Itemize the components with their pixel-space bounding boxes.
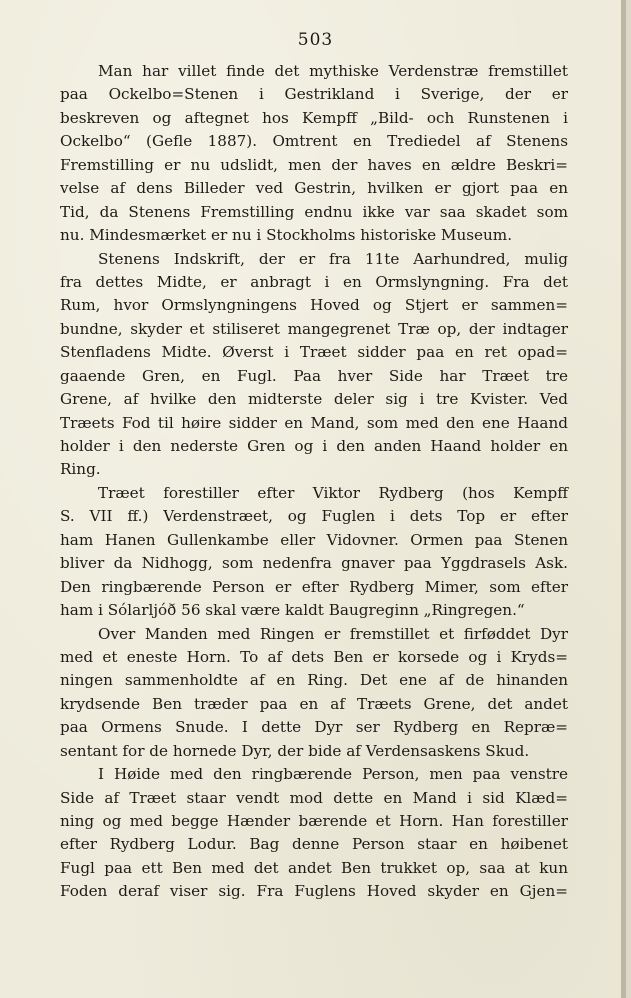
text-line: Fugl paa ett Ben med det andet Ben trukket op, saa at kun bbox=[60, 858, 568, 877]
text-line: Træets Fod til høire sidder en Mand, som med den ene Haand bbox=[60, 413, 568, 432]
text-line: I Høide med den ringbærende Person, men paa venstre bbox=[98, 765, 568, 784]
text-line: Stenfladens Midte. Øverst i Træet sidder paa en ret opad= bbox=[60, 343, 568, 362]
text-line: Over Manden med Ringen er fremstillet et firføddet Dyr bbox=[98, 624, 568, 643]
text-line: Foden deraf viser sig. Fra Fuglens Hoved skyder en Gjen= bbox=[60, 882, 568, 901]
text-line: beskreven og aftegnet hos Kempff „Bild- och Runstenen i bbox=[60, 108, 568, 127]
text-line: efter Rydberg Lodur. Bag denne Person staar en høibenet bbox=[60, 835, 568, 854]
text-line: ham i Sólarljóð 56 skal være kaldt Baugreginn „Ringregen.“ bbox=[60, 601, 525, 620]
text-line: bundne, skyder et stiliseret mangegrenet Træ op, der indtager bbox=[60, 319, 568, 338]
text-line: fra dettes Midte, er anbragt i en Ormslyngning. Fra det bbox=[60, 272, 568, 291]
text-line: Rum, hvor Ormslyngningens Hoved og Stjert er sammen= bbox=[60, 296, 568, 315]
text-line: sentant for de hornede Dyr, der bide af Verdensaskens Skud. bbox=[60, 741, 530, 760]
paragraph-3 bbox=[60, 482, 568, 623]
text-line: Grene, af hvilke den midterste deler sig i tre Kvister. Ved bbox=[60, 390, 568, 409]
text-line: ning og med begge Hænder bærende et Horn. Han forestiller bbox=[60, 812, 568, 830]
text-line: bliver da Nidhogg, som nedenfra gnaver paa Yggdrasels Ask. bbox=[60, 554, 568, 573]
paragraph-2 bbox=[60, 248, 568, 482]
text-line: nu. Mindesmærket er nu i Stockholms historiske Museum. bbox=[60, 226, 513, 245]
text-line: holder i den nederste Gren og i den anden Haand holder en bbox=[60, 437, 568, 455]
text-line: Tid, da Stenens Fremstilling endnu ikke var saa skadet som bbox=[60, 202, 568, 221]
text-line: Den ringbærende Person er efter Rydberg Mimer, som efter bbox=[60, 577, 568, 596]
text-line: med et eneste Horn. To af dets Ben er korsede og i Kryds= bbox=[60, 647, 568, 666]
paragraph-4 bbox=[60, 623, 568, 764]
text-line: Ockelbo“ (Gefle 1887). Omtrent en Trediedel af Stenens bbox=[60, 132, 568, 151]
paragraph-5 bbox=[60, 763, 568, 904]
text-line: gaaende Gren, en Fugl. Paa hver Side har Træet tre bbox=[60, 366, 568, 385]
text-line: S. VII ff.) Verdenstræet, og Fuglen i dets Top er efter bbox=[60, 507, 568, 526]
text-line: Man har villet finde det mythiske Verdenstræ fremstillet bbox=[98, 62, 568, 80]
text-line: paa Ockelbo=Stenen i Gestrikland i Sverige, der er bbox=[60, 85, 568, 104]
text-line: Ring. bbox=[60, 460, 101, 479]
text-line: krydsende Ben træder paa en af Træets Grene, det andet bbox=[60, 694, 568, 713]
text-line: Fremstilling er nu udslidt, men der haves en ældre Beskri= bbox=[60, 155, 568, 174]
text-line: Stenens Indskrift, der er fra 11te Aarhundred, mulig bbox=[98, 249, 568, 268]
body-text bbox=[60, 60, 568, 904]
text-line: ham Hanen Gullenkambe eller Vidovner. Ormen paa Stenen bbox=[60, 530, 568, 549]
text-line: Træet forestiller efter Viktor Rydberg (hos Kempff bbox=[98, 483, 568, 502]
text-line: ningen sammenholdte af en Ring. Det ene af de hinanden bbox=[60, 671, 568, 690]
page-number: 503 bbox=[297, 30, 334, 50]
text-line: paa Ormens Snude. I dette Dyr ser Rydberg en Repræ= bbox=[60, 718, 568, 737]
text-line: Side af Træet staar vendt mod dette en Mand i sid Klæd= bbox=[60, 788, 568, 807]
paragraph-1 bbox=[60, 60, 568, 248]
text-line: velse af dens Billeder ved Gestrin, hvilken er gjort paa en bbox=[60, 179, 568, 198]
